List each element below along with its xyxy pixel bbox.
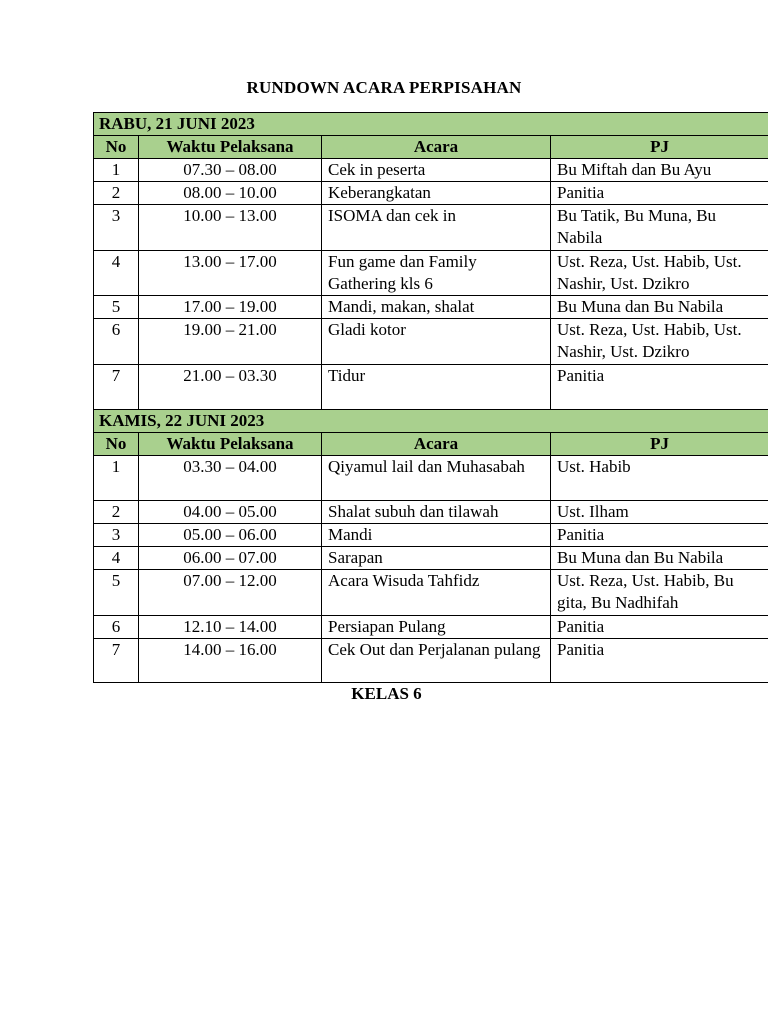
row-time: 21.00 – 03.30 [139, 365, 322, 410]
class-label: KELAS 6 [351, 684, 422, 703]
column-header-no: No [94, 433, 139, 456]
row-pic: Bu Muna dan Bu Nabila [551, 547, 768, 570]
row-time: 19.00 – 21.00 [139, 319, 322, 365]
table-row [94, 639, 768, 683]
row-event: ISOMA dan cek in [322, 205, 551, 251]
row-no: 5 [94, 570, 139, 616]
row-time: 04.00 – 05.00 [139, 501, 322, 524]
row-pic: Ust. Ilham [551, 501, 768, 524]
row-event: Cek Out dan Perjalanan pulang [322, 639, 551, 683]
row-time: 05.00 – 06.00 [139, 524, 322, 547]
row-time: 10.00 – 13.00 [139, 205, 322, 251]
table-row [94, 547, 768, 570]
row-no: 6 [94, 319, 139, 365]
row-pic: Ust. Reza, Ust. Habib, Bu gita, Bu Nadhifah [551, 570, 768, 616]
row-time: 13.00 – 17.00 [139, 251, 322, 296]
row-pic: Panitia [551, 616, 768, 639]
row-event: Cek in peserta [322, 159, 551, 182]
table-row [94, 456, 768, 501]
table-row [94, 182, 768, 205]
row-no: 4 [94, 251, 139, 296]
day-header: RABU, 21 JUNI 2023 [94, 113, 768, 136]
column-header-event: Acara [322, 136, 551, 159]
row-time: 07.30 – 08.00 [139, 159, 322, 182]
column-header-time: Waktu Pelaksana [139, 136, 322, 159]
row-event: Shalat subuh dan tilawah [322, 501, 551, 524]
row-time: 12.10 – 14.00 [139, 616, 322, 639]
table-row [94, 524, 768, 547]
row-event: Keberangkatan [322, 182, 551, 205]
row-no: 1 [94, 456, 139, 501]
table-row [94, 365, 768, 410]
row-event: Qiyamul lail dan Muhasabah [322, 456, 551, 501]
column-header-time: Waktu Pelaksana [139, 433, 322, 456]
row-no: 1 [94, 159, 139, 182]
document-title: RUNDOWN ACARA PERPISAHAN [246, 78, 522, 97]
row-time: 14.00 – 16.00 [139, 639, 322, 683]
row-no: 5 [94, 296, 139, 319]
table-row [94, 616, 768, 639]
row-time: 17.00 – 19.00 [139, 296, 322, 319]
row-pic: Ust. Reza, Ust. Habib, Ust. Nashir, Ust. Dzikro [551, 319, 768, 365]
table-row [94, 570, 768, 616]
table-row [94, 251, 768, 296]
table-row [94, 296, 768, 319]
row-pic: Panitia [551, 182, 768, 205]
row-no: 7 [94, 639, 139, 683]
column-header-pic: PJ [551, 433, 768, 456]
row-no: 4 [94, 547, 139, 570]
column-header-pic: PJ [551, 136, 768, 159]
row-no: 7 [94, 365, 139, 410]
row-time: 06.00 – 07.00 [139, 547, 322, 570]
row-pic: Bu Miftah dan Bu Ayu [551, 159, 768, 182]
row-time: 07.00 – 12.00 [139, 570, 322, 616]
table-row [94, 205, 768, 251]
row-time: 08.00 – 10.00 [139, 182, 322, 205]
row-no: 2 [94, 182, 139, 205]
row-event: Mandi [322, 524, 551, 547]
schedule-table-day-2 [93, 409, 768, 683]
table-row [94, 319, 768, 365]
row-pic: Bu Tatik, Bu Muna, Bu Nabila [551, 205, 768, 251]
row-pic: Panitia [551, 524, 768, 547]
schedule-table-day-1 [93, 112, 768, 410]
row-event: Gladi kotor [322, 319, 551, 365]
row-pic: Ust. Habib [551, 456, 768, 501]
column-header-no: No [94, 136, 139, 159]
row-event: Fun game dan Family Gathering kls 6 [322, 251, 551, 296]
row-pic: Panitia [551, 639, 768, 683]
column-header-event: Acara [322, 433, 551, 456]
day-header: KAMIS, 22 JUNI 2023 [94, 410, 768, 433]
row-pic: Panitia [551, 365, 768, 410]
row-event: Persiapan Pulang [322, 616, 551, 639]
row-no: 2 [94, 501, 139, 524]
row-no: 3 [94, 205, 139, 251]
row-event: Acara Wisuda Tahfidz [322, 570, 551, 616]
row-event: Mandi, makan, shalat [322, 296, 551, 319]
row-pic: Bu Muna dan Bu Nabila [551, 296, 768, 319]
row-event: Tidur [322, 365, 551, 410]
row-no: 6 [94, 616, 139, 639]
table-row [94, 501, 768, 524]
row-no: 3 [94, 524, 139, 547]
row-time: 03.30 – 04.00 [139, 456, 322, 501]
row-event: Sarapan [322, 547, 551, 570]
table-row [94, 159, 768, 182]
row-pic: Ust. Reza, Ust. Habib, Ust. Nashir, Ust. Dzikro [551, 251, 768, 296]
